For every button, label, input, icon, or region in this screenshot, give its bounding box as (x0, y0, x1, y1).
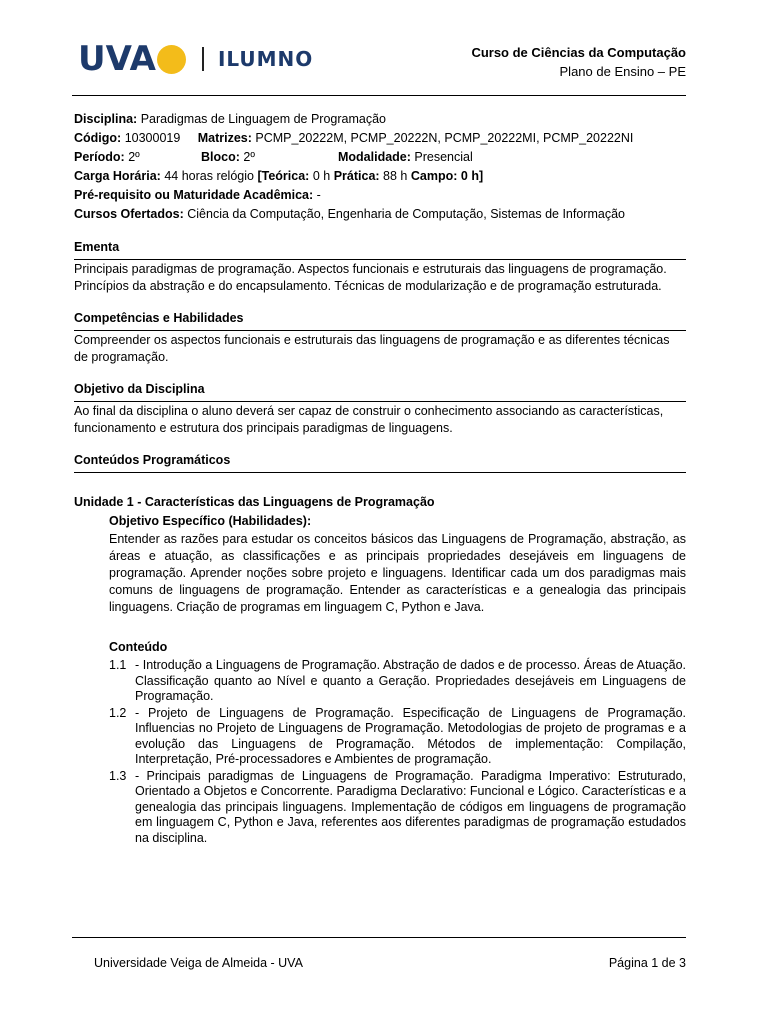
matrizes-value: PCMP_20222M, PCMP_20222N, PCMP_20222MI, PCMP_20222NI (255, 131, 634, 145)
competencias-text: Compreender os aspectos funcionais e estruturais das linguagens de programação e as diferentes técnicas de programação. (74, 333, 670, 364)
conteudo-title: Conteúdo (109, 640, 168, 654)
unidade-1-body (74, 512, 686, 846)
campo-label: Campo: (410, 169, 458, 183)
footer-divider (72, 937, 686, 938)
item-number: 1.1 (109, 658, 127, 672)
list-item (109, 706, 686, 768)
disciplina-label: Disciplina: (74, 112, 138, 126)
teorica-value: 0 h (312, 169, 331, 183)
uva-logo (78, 39, 186, 79)
ilumno-logo: ILUMNO (217, 47, 314, 71)
item-number: 1.2 (109, 705, 127, 720)
header-logos (78, 39, 314, 79)
objetivo-especifico-title: Objetivo Específico (Habilidades): (109, 514, 312, 528)
item-text: - Projeto de Linguagens de Programação. Especificação de Linguagens de Programação. Influencias no Projeto de Linguagens de Programação. Metodologias de projeto de programas e a evolução das Linguagens de Programação. Métodos de implementação: Compilação, Interpretação, Pré-processadores e Ambientes de programação. (135, 705, 686, 766)
ementa-title: Ementa (74, 238, 686, 260)
logo-separator (202, 47, 204, 71)
periodo-value: 2º (128, 150, 140, 164)
periodo-row (74, 148, 686, 167)
carga-value: 44 horas relógio (164, 169, 254, 183)
bloco-label: Bloco: (201, 150, 240, 164)
codigo-row (74, 129, 686, 148)
disciplina-value: Paradigmas de Linguagem de Programação (140, 112, 386, 126)
objetivo-text: Ao final da disciplina o aluno deverá ser capaz de construir o conhecimento associando as características, funcionamento e estrutura dos principais paradigmas de linguagens. (74, 404, 664, 435)
header-divider (72, 95, 686, 96)
footer-institution: Universidade Veiga de Almeida - UVA (94, 956, 303, 970)
cursos-row (74, 205, 686, 224)
prereq-value: - (316, 188, 321, 202)
cursos-label: Cursos Ofertados: (74, 207, 184, 221)
modalidade-value: Presencial (414, 150, 473, 164)
modalidade-label: Modalidade: (338, 150, 411, 164)
document-type: Plano de Ensino – PE (559, 64, 686, 79)
objetivo-title: Objetivo da Disciplina (74, 380, 686, 402)
periodo-label: Período: (74, 150, 125, 164)
bloco-value: 2º (243, 150, 255, 164)
carga-label: Carga Horária: (74, 169, 161, 183)
pratica-value: 88 h (383, 169, 408, 183)
carga-row (74, 167, 686, 186)
objetivo-especifico-text: Entender as razões para estudar os conceitos básicos das Linguagens de Programação, abstração, as áreas e atuação, as classificações e as principais propriedades desejáveis em linguagens de programação. Aprender noções sobre projeto e linguagens. Identificar cada um dos paradigmas mais comuns de linguagens de programação. Entender as características e a genealogia das principais linguagens. Criação de programas em linguagem C, Python e Java. (109, 532, 686, 614)
unidade-1-title: Unidade 1 - Características das Linguagens de Programação (74, 495, 435, 509)
item-number: 1.3 (109, 768, 127, 783)
list-item (109, 658, 686, 705)
competencias-title: Competências e Habilidades (74, 309, 686, 331)
matrizes-label: Matrizes: (197, 131, 252, 145)
codigo-value: 10300019 (124, 131, 181, 145)
conteudos-title: Conteúdos Programáticos (74, 451, 686, 473)
disciplina-row (74, 110, 686, 129)
teorica-label: [Teórica: (257, 169, 310, 183)
prereq-label: Pré-requisito ou Maturidade Acadêmica: (74, 188, 314, 202)
uva-logo-circle-icon (157, 45, 186, 74)
uva-logo-text: UVA (78, 39, 156, 79)
header-info (471, 44, 686, 81)
codigo-label: Código: (74, 131, 122, 145)
campo-value: 0 h] (460, 169, 484, 183)
ementa-text: Principais paradigmas de programação. Aspectos funcionais e estruturais das linguagens de programação. Princípios da abstração e do encapsulamento. Técnicas de modularização e de programação estruturada. (74, 262, 667, 293)
document-content (74, 110, 686, 846)
list-item (109, 769, 686, 847)
prereq-row (74, 186, 686, 205)
item-text: - Principais paradigmas de Linguagens de Programação. Paradigma Imperativo: Estruturado, Orientado a Objetos e Concorrente. Paradigma Declarativo: Funcional e Lógico. Características e a genealogia das principais linguagens. Implementação de códigos em linguagens de programação em linguagem C, Python e Java, referentes aos diferentes paradigmas de programação estudados na disciplina. (135, 768, 686, 845)
cursos-value: Ciência da Computação, Engenharia de Computação, Sistemas de Informação (187, 207, 625, 221)
page-number: Página 1 de 3 (608, 956, 686, 970)
course-title: Curso de Ciências da Computação (471, 45, 686, 60)
pratica-label: Prática: (333, 169, 380, 183)
item-text: - Introdução a Linguagens de Programação. Abstração de dados e de processo. Áreas de Atuação. Classificação quanto ao Nível e quanto a Geração. Propriedades desejáveis em Linguagens de Programação. (135, 658, 686, 703)
